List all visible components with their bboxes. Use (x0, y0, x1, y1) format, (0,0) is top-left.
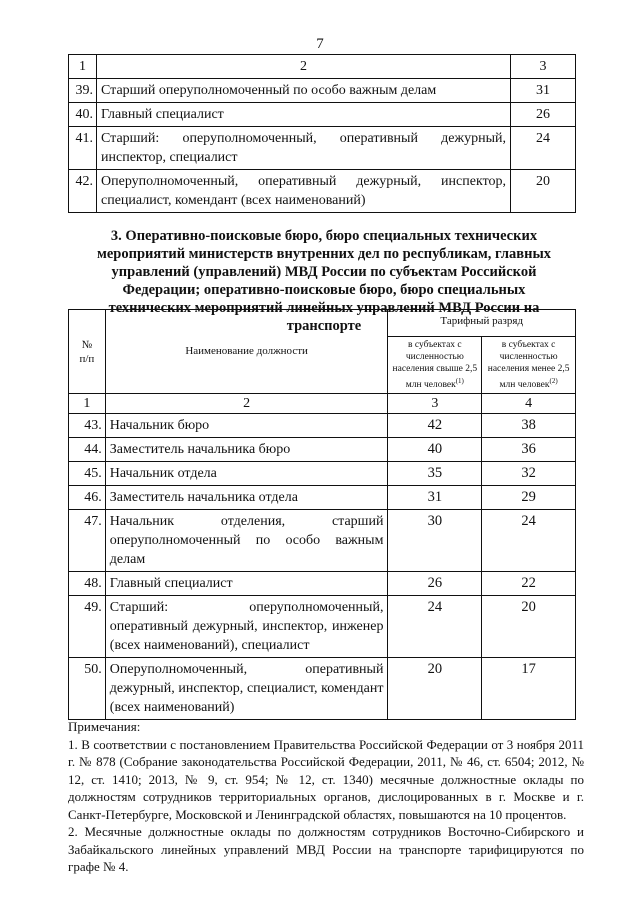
grade-over: 35 (388, 462, 482, 486)
index-cell-4: 4 (482, 394, 576, 414)
notes-section (68, 718, 584, 876)
position-name: Заместитель начальника бюро (105, 438, 388, 462)
footnote-mark: (1) (455, 377, 464, 385)
table-row (69, 79, 576, 103)
table-row (69, 486, 576, 510)
header-number-line2: п/п (79, 352, 95, 365)
grade-under: 38 (482, 414, 576, 438)
row-number: 44. (69, 438, 106, 462)
row-number: 45. (69, 462, 106, 486)
header-number (69, 310, 106, 394)
section-title: 3. Оперативно-поисковые бюро, бюро специальных технических мероприятий министерств внутренних дел по республикам, главных управлений (управлений) МВД России по субъектам Российской Федерации; оперативно-поисковые бюро, бюро специальных технических мероприятий линейных управлений МВД России на транспорте (96, 228, 552, 334)
note-item-2: 2. Месячные должностные оклады по должностям сотрудников Восточно-Сибирского и Забайкальского линейных управлений МВД России на транспорте тарифицируются по графе № 4. (68, 824, 584, 874)
header-number-line1: № (81, 338, 93, 351)
tariff-grade: 26 (511, 103, 576, 127)
row-number: 42. (69, 170, 97, 213)
grade-under: 24 (482, 510, 576, 572)
grade-over: 26 (388, 572, 482, 596)
table-row (69, 572, 576, 596)
position-name: Старший: оперуполномоченный, оперативный дежурный, инспектор, специалист (97, 127, 511, 170)
grade-over: 30 (388, 510, 482, 572)
row-number: 47. (69, 510, 106, 572)
index-cell-1: 1 (69, 394, 106, 414)
grade-under: 20 (482, 596, 576, 658)
table-row (69, 658, 576, 720)
index-cell-3: 3 (388, 394, 482, 414)
header-cell-2: 2 (97, 55, 511, 79)
row-number: 48. (69, 572, 106, 596)
table-row (69, 596, 576, 658)
footnote-mark: (2) (549, 377, 558, 385)
row-number: 40. (69, 103, 97, 127)
header-population-over-text: в субъектах с численностью населения свыше 2,5 млн человек (392, 340, 478, 391)
table-row (69, 127, 576, 170)
notes-heading: Примечания: (68, 719, 141, 734)
grade-over: 42 (388, 414, 482, 438)
table-header-row (69, 310, 576, 337)
page-number: 7 (316, 36, 324, 52)
row-number: 43. (69, 414, 106, 438)
grade-over: 31 (388, 486, 482, 510)
position-name: Начальник отделения, старший оперуполномоченный по особо важным делам (105, 510, 388, 572)
header-population-under (482, 337, 576, 394)
row-number: 39. (69, 79, 97, 103)
position-name: Главный специалист (97, 103, 511, 127)
tariff-grade: 24 (511, 127, 576, 170)
row-number: 41. (69, 127, 97, 170)
tariff-grade: 31 (511, 79, 576, 103)
header-tariff-grade: Тарифный разряд (388, 310, 576, 337)
header-population-under-text: в субъектах с численностью населения менее 2,5 млн человек (487, 340, 570, 391)
note-item-1: 1. В соответствии с постановлением Правительства Российской Федерации от 3 ноября 2011 г. № 878 (Собрание законодательства Российской Федерации, 2011, № 46, ст. 6504; 2012, № 12, ст. 1410; 2013, № 9, ст. 954; № 12, ст. 1340) месячные должностные оклады по должностям сотрудников территориальных органов, дислоцированных в г. Москве и г. Санкт-Петербурге, Московской и Ленинградской областях, повышаются на 10 процентов. (68, 736, 584, 822)
header-population-over (388, 337, 482, 394)
table-header-row (69, 55, 576, 79)
grade-over: 24 (388, 596, 482, 658)
table-row (69, 414, 576, 438)
grade-over: 40 (388, 438, 482, 462)
header-cell-3: 3 (511, 55, 576, 79)
column-index-row (69, 394, 576, 414)
positions-table-section-3 (68, 309, 576, 720)
positions-table-continued (68, 54, 576, 213)
row-number: 49. (69, 596, 106, 658)
position-name: Оперуполномоченный, оперативный дежурный, инспектор, специалист, комендант (всех наименований) (105, 658, 388, 720)
position-name: Главный специалист (105, 572, 388, 596)
grade-under: 29 (482, 486, 576, 510)
table-row (69, 510, 576, 572)
grade-under: 22 (482, 572, 576, 596)
tariff-grade: 20 (511, 170, 576, 213)
table-row (69, 462, 576, 486)
header-cell-1: 1 (69, 55, 97, 79)
grade-under: 36 (482, 438, 576, 462)
row-number: 50. (69, 658, 106, 720)
grade-under: 17 (482, 658, 576, 720)
position-name: Старший оперуполномоченный по особо важным делам (97, 79, 511, 103)
row-number: 46. (69, 486, 106, 510)
position-name: Начальник бюро (105, 414, 388, 438)
position-name: Старший: оперуполномоченный, оперативный дежурный, инспектор, инженер (всех наименований), специалист (105, 596, 388, 658)
index-cell-2: 2 (105, 394, 388, 414)
table-row (69, 170, 576, 213)
table-row (69, 438, 576, 462)
grade-over: 20 (388, 658, 482, 720)
position-name: Начальник отдела (105, 462, 388, 486)
grade-under: 32 (482, 462, 576, 486)
position-name: Оперуполномоченный, оперативный дежурный, инспектор, специалист, комендант (всех наименований) (97, 170, 511, 213)
header-position-name: Наименование должности (105, 310, 388, 394)
table-row (69, 103, 576, 127)
position-name: Заместитель начальника отдела (105, 486, 388, 510)
